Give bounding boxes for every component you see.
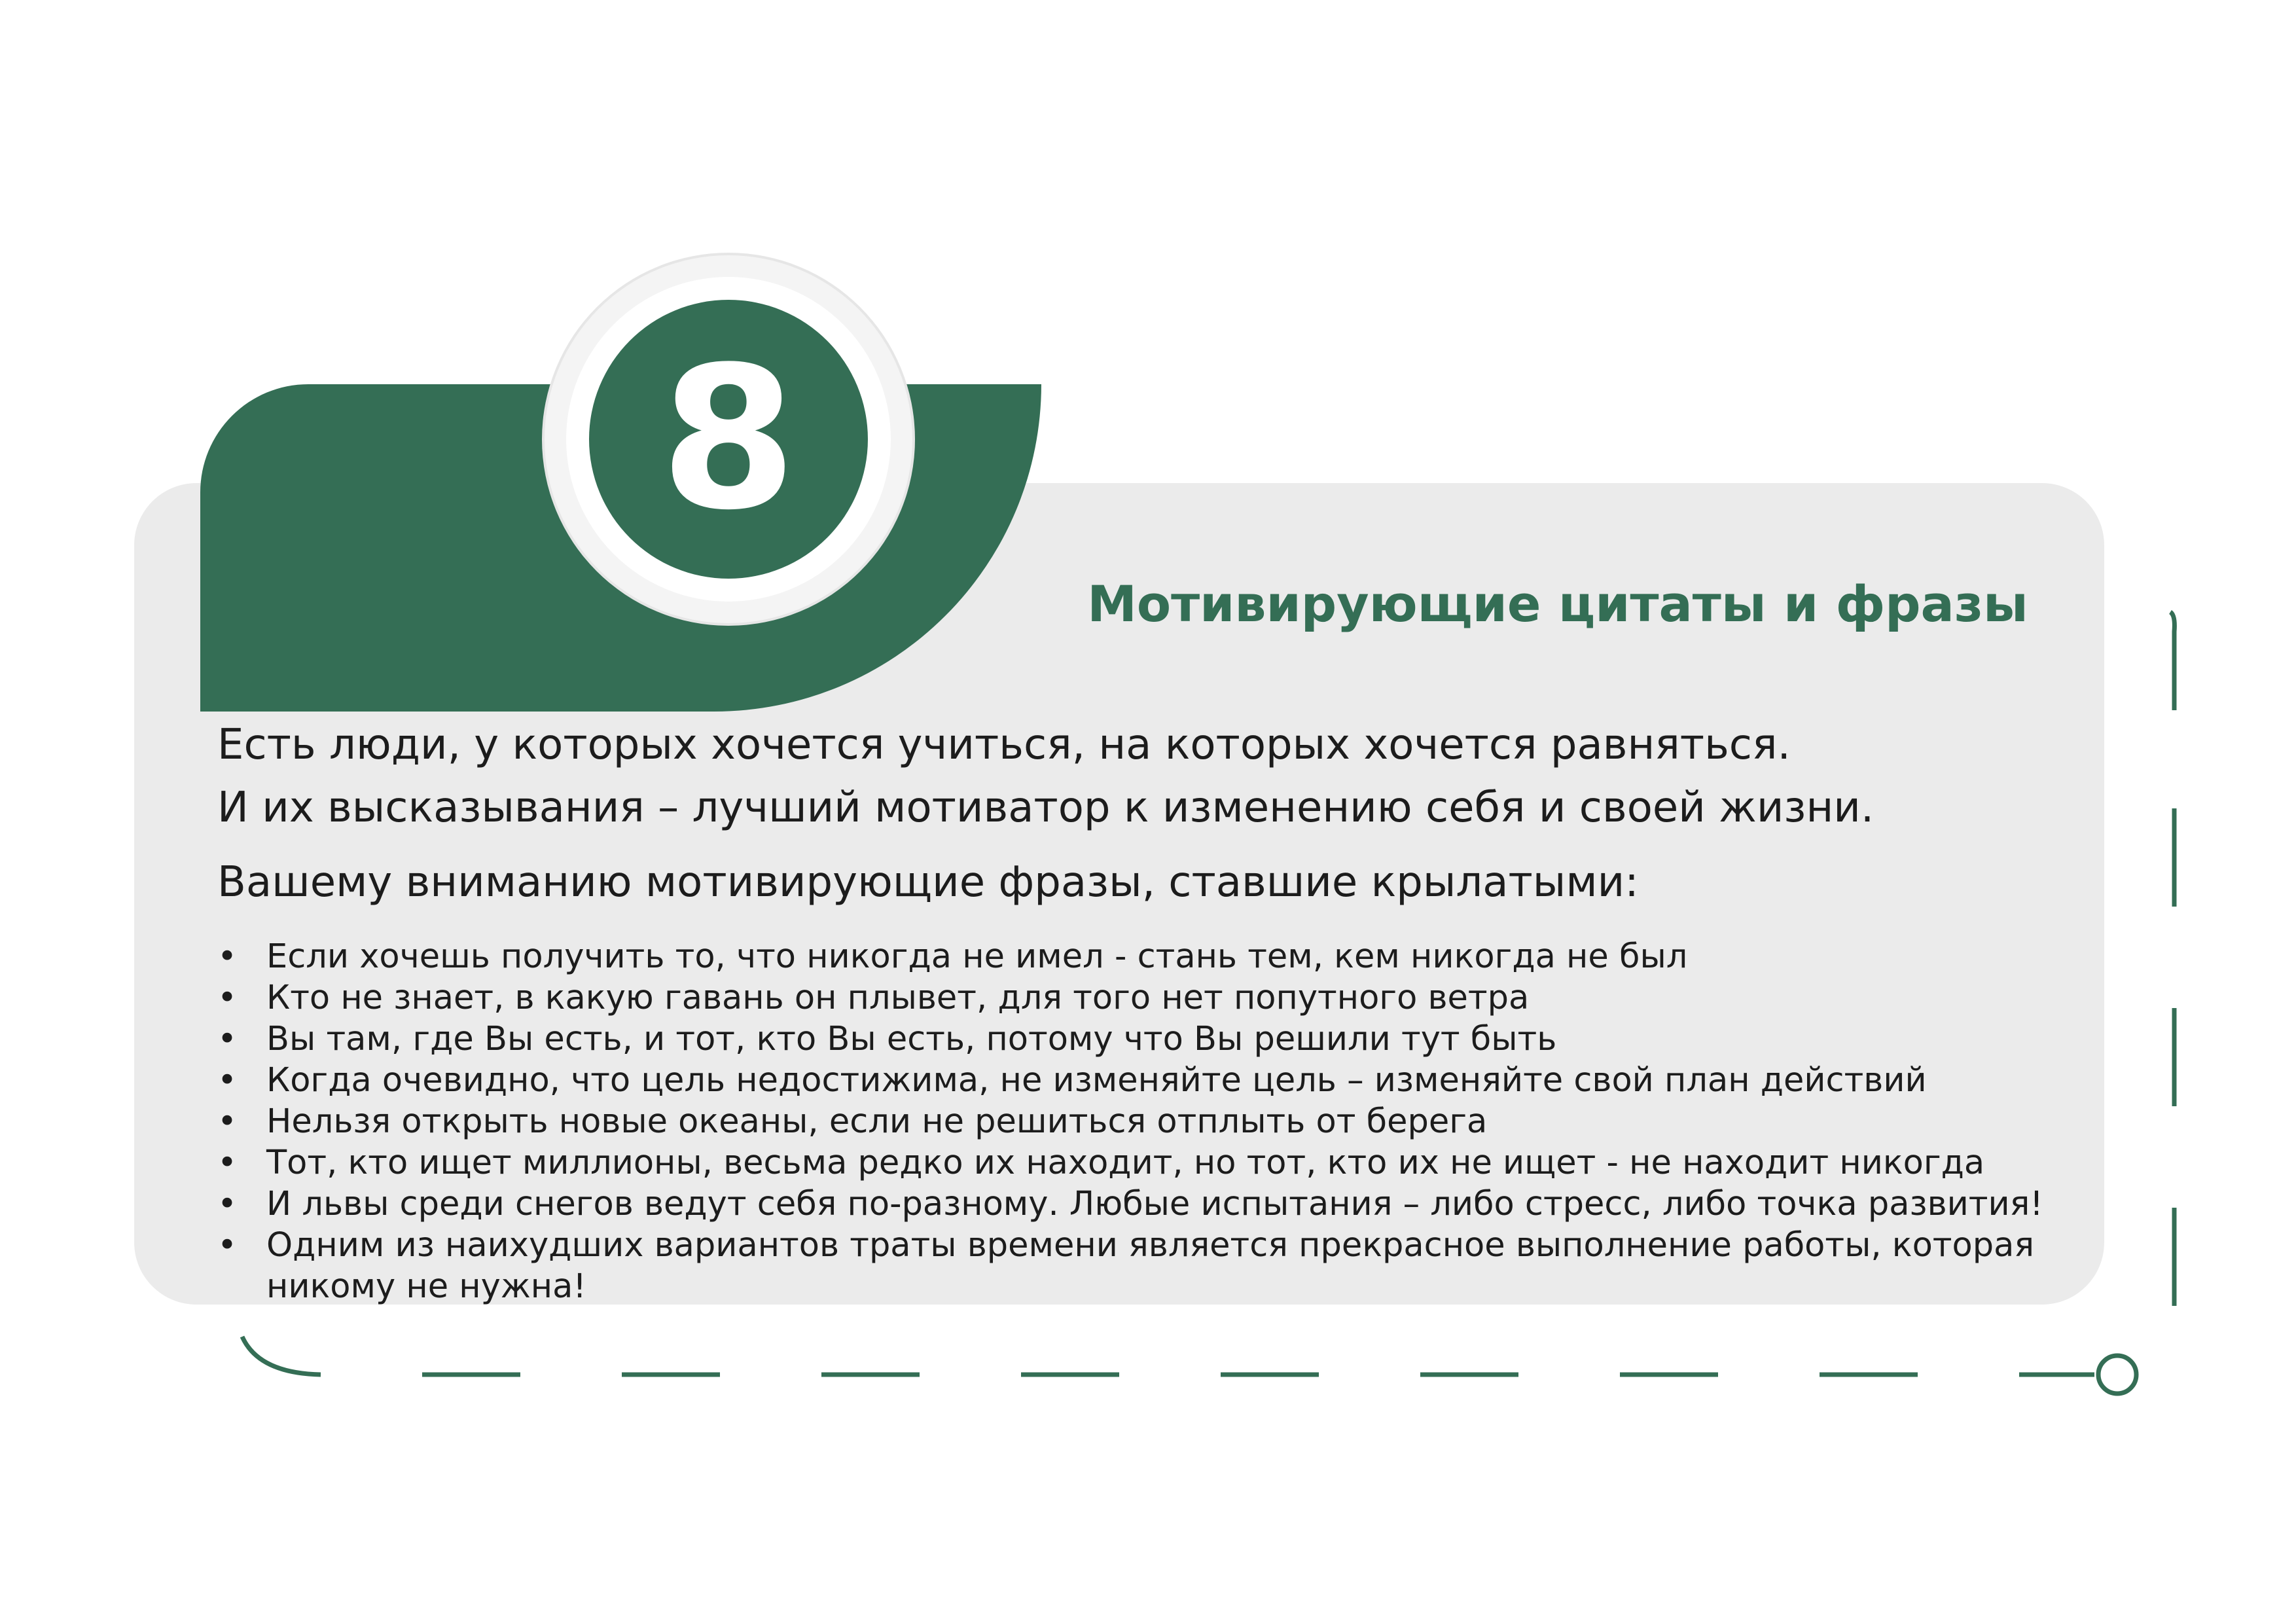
intro-line-2: И их высказывания – лучший мотиватор к изменению себя и своей жизни.: [217, 784, 1874, 832]
list-item: • Нельзя открыть новые океаны, если не решиться отплыть от берега: [217, 1101, 2083, 1142]
intro-lead: Вашему вниманию мотивирующие фразы, ставшие крылатыми:: [217, 858, 1639, 907]
list-item: • Одним из наихудших вариантов траты времени является прекрасное выполнение работы, которая никому не нужна!: [217, 1225, 2083, 1307]
intro-text: [217, 713, 2083, 914]
quotes-list: [217, 936, 2083, 1307]
list-item: • И львы среди снегов ведут себя по-разному. Любые испытания – либо стресс, либо точка развития!: [217, 1183, 2083, 1225]
list-item: • Кто не знает, в какую гавань он плывет, для того нет попутного ветра: [217, 977, 2083, 1019]
intro-line-1: Есть люди, у которых хочется учиться, на которых хочется равняться.: [217, 721, 1791, 769]
badge-number: 8: [660, 325, 797, 553]
list-item: • Когда очевидно, что цель недостижима, не изменяйте цель – изменяйте свой план действий: [217, 1060, 2083, 1101]
number-badge: [589, 300, 868, 579]
end-circle-icon: [2098, 1356, 2136, 1394]
list-item: • Вы там, где Вы есть, и тот, кто Вы есть, потому что Вы решили тут быть: [217, 1019, 2083, 1060]
list-item: • Если хочешь получить то, что никогда не имел - стань тем, кем никогда не был: [217, 936, 2083, 977]
page-title: Мотивирующие цитаты и фразы: [1087, 575, 2028, 633]
list-item: • Тот, кто ищет миллионы, весьма редко их находит, но тот, кто их не ищет - не находит никогда: [217, 1142, 2083, 1183]
